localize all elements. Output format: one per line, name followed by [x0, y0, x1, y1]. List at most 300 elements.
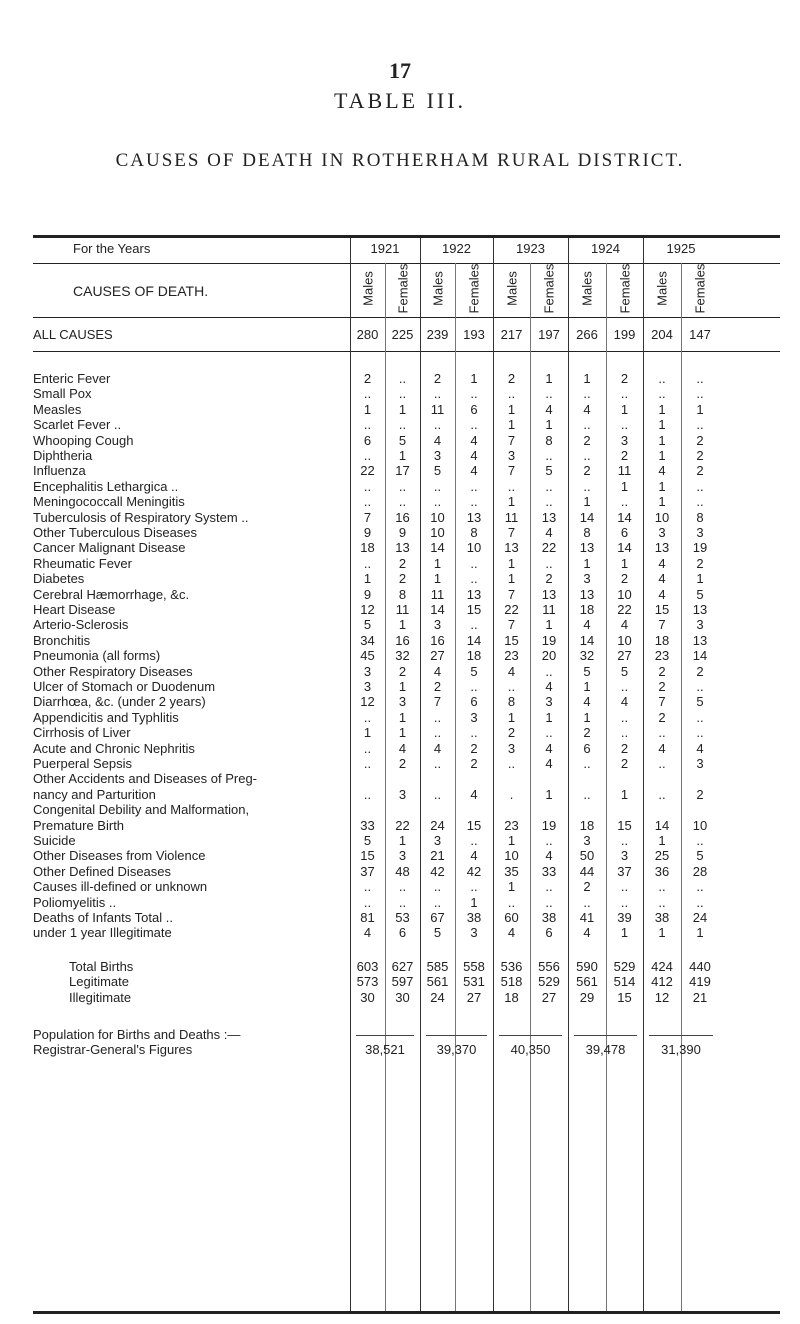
cause-value: ..	[398, 494, 407, 510]
cause-value: 1	[658, 448, 666, 463]
cause-value: ..	[696, 371, 704, 386]
cause-value: 6	[583, 740, 591, 756]
cause-value: 15	[360, 848, 375, 864]
cause-value: 22	[504, 602, 519, 617]
cause-value: 1	[507, 571, 516, 587]
cause-value: ..	[696, 494, 704, 510]
cause-value: 10	[430, 525, 445, 540]
cause-value: ..	[470, 833, 478, 848]
cause-label	[33, 895, 347, 911]
cause-value: 18	[360, 540, 375, 556]
cause-value: ..	[583, 786, 591, 802]
cause-label-text: Other Defined Diseases	[33, 863, 172, 879]
cause-value: 1	[583, 371, 591, 386]
births-value: 15	[617, 989, 632, 1005]
cause-value: 18	[466, 648, 482, 664]
cause-value: 3	[620, 848, 629, 864]
births-value: 573	[356, 974, 379, 990]
births-value: 18	[504, 989, 519, 1005]
cause-value: ..	[507, 679, 516, 694]
bottom-rule-thick	[33, 1311, 780, 1314]
cause-value: ..	[545, 833, 553, 848]
births-value: 597	[391, 974, 414, 990]
cause-label-cont	[33, 787, 347, 803]
cause-value: ..	[545, 494, 553, 510]
year-header: 1923	[516, 241, 545, 256]
cause-value: 2	[507, 725, 516, 741]
cause-label-text: Suicide	[33, 833, 76, 848]
cause-value: 60	[504, 910, 519, 925]
all-causes-value: 199	[613, 327, 636, 342]
cause-value: 1	[507, 401, 516, 417]
cause-value: 14	[430, 602, 445, 617]
cause-value: ..	[583, 386, 591, 402]
cause-label-text: Whooping Cough	[33, 432, 134, 448]
cause-value: ..	[470, 571, 478, 587]
cause-value: ..	[583, 448, 591, 463]
cause-value: 1	[620, 555, 629, 571]
cause-value: 8	[545, 432, 553, 448]
cause-value: ..	[470, 555, 478, 571]
cause-value: ..	[696, 879, 704, 895]
cause-value: 42	[466, 863, 482, 879]
cause-value: 3	[398, 694, 407, 710]
births-value: 558	[463, 958, 485, 974]
cause-value: 6	[470, 694, 478, 710]
cause-value: 4	[398, 740, 407, 756]
cause-value: 1	[620, 925, 629, 941]
males-column-header: Males	[504, 271, 519, 306]
cause-value: ..	[398, 386, 407, 402]
cause-value: 1	[658, 478, 666, 494]
cause-value: 2	[583, 879, 591, 895]
table-label: TABLE III.	[333, 88, 467, 113]
cause-value: 4	[470, 848, 478, 864]
cause-value: ..	[696, 894, 704, 910]
cause-value: 6	[363, 432, 372, 448]
cause-value: 38	[541, 910, 557, 925]
cause-value: 4	[470, 448, 478, 463]
all-causes-value: 204	[651, 327, 673, 342]
cause-value: 27	[617, 648, 632, 664]
cause-value: 24	[430, 817, 445, 833]
cause-label	[33, 402, 347, 418]
cause-value: 12	[360, 694, 375, 710]
cause-label	[33, 679, 347, 695]
cause-label	[33, 494, 347, 510]
cause-value: 2	[696, 663, 704, 679]
cause-value: ..	[583, 894, 591, 910]
cause-value: 3	[696, 617, 704, 633]
births-value: 627	[391, 958, 414, 974]
cause-label	[33, 864, 347, 880]
cause-value: 2	[696, 432, 704, 448]
year-header: 1921	[370, 241, 400, 256]
cause-label	[33, 833, 347, 849]
births-value: 412	[651, 974, 673, 990]
cause-value: 4	[470, 463, 478, 479]
births-label	[33, 974, 383, 990]
cause-value: 4	[545, 740, 553, 756]
cause-value: 1	[470, 371, 478, 386]
cause-value: 2	[696, 448, 704, 463]
cause-value: ..	[507, 894, 516, 910]
cause-value: 7	[658, 617, 666, 633]
cause-value: 28	[692, 863, 708, 879]
cause-value: 2	[470, 740, 478, 756]
cause-value: 10	[466, 540, 482, 556]
cause-value: 3	[363, 679, 372, 694]
cause-value: 27	[430, 648, 445, 664]
cause-value: 1	[583, 494, 591, 510]
cause-value: 22	[360, 463, 375, 479]
cause-value: 67	[430, 910, 445, 925]
cause-value: ..	[583, 417, 591, 433]
cause-value: ..	[398, 417, 407, 433]
cause-label-text: Other Tuberculous Diseases	[33, 525, 198, 540]
cause-value: ..	[583, 756, 591, 771]
cause-value: 4	[433, 663, 442, 679]
cause-value: ..	[433, 786, 442, 802]
cause-value: 5	[583, 663, 591, 679]
cause-label-cont	[33, 818, 347, 834]
cause-value: ..	[583, 478, 591, 494]
cause-value: 42	[430, 863, 445, 879]
cause-value: 13	[654, 540, 670, 556]
cause-value: 14	[654, 817, 670, 833]
cause-label	[33, 463, 347, 479]
cause-value: 1	[620, 401, 629, 417]
cause-value: ..	[433, 879, 442, 895]
cause-value: 6	[620, 525, 629, 540]
cause-value: ..	[470, 478, 478, 494]
cause-value: 1	[507, 709, 516, 725]
cause-value: ..	[470, 494, 478, 510]
cause-label-text: Deaths of Infants Total ..	[33, 910, 173, 925]
cause-value: 13	[541, 509, 557, 525]
cause-label-text: under 1 year Illegitimate	[33, 925, 172, 941]
cause-value: 34	[360, 632, 375, 648]
cause-label-text: Enteric Fever	[33, 371, 111, 386]
cause-label-text: Cirrhosis of Liver	[33, 725, 131, 741]
cause-value: 9	[363, 525, 372, 540]
cause-value: 2	[620, 571, 629, 587]
cause-value: 7	[507, 432, 516, 448]
cause-value: 3	[620, 432, 629, 448]
births-value: 12	[654, 989, 670, 1005]
all-causes-label	[33, 327, 347, 343]
cause-value: ..	[696, 833, 704, 848]
population-value: 38,521	[365, 1042, 405, 1058]
cause-value: ..	[470, 679, 478, 694]
population-value: 40,350	[510, 1042, 551, 1058]
cause-value: ..	[620, 833, 629, 848]
cause-label-text: Scarlet Fever ..	[33, 417, 122, 433]
population-value: 39,478	[585, 1042, 626, 1058]
cause-value: 2	[545, 571, 553, 587]
cause-label-text: Tuberculosis of Respiratory System ..	[33, 509, 249, 525]
males-column-header: Males	[430, 271, 445, 306]
cause-value: 19	[692, 540, 708, 556]
cause-value: 11	[504, 509, 519, 525]
cause-value: 2	[433, 371, 442, 386]
births-value: 29	[579, 989, 595, 1005]
cause-value: 18	[654, 632, 670, 648]
cause-value: 2	[398, 756, 407, 771]
cause-value: 10	[504, 848, 519, 864]
cause-value: 4	[545, 679, 553, 694]
cause-value: 22	[395, 817, 410, 833]
cause-value: 4	[583, 694, 591, 710]
cause-value: 4	[470, 432, 478, 448]
cause-value: ..	[433, 494, 442, 510]
population-value: 31,390	[661, 1042, 701, 1058]
cause-label	[33, 756, 347, 772]
population-brace	[574, 1035, 637, 1040]
cause-value: 4	[696, 740, 704, 756]
cause-label	[33, 879, 347, 895]
cause-label	[33, 386, 347, 402]
cause-value: 15	[466, 602, 482, 617]
cause-value: ..	[363, 740, 372, 756]
cause-value: 1	[398, 401, 407, 417]
cause-value: 8	[696, 509, 704, 525]
cause-label	[33, 925, 347, 941]
cause-value: ..	[658, 894, 666, 910]
cause-value: 14	[579, 632, 595, 648]
cause-value: 4	[433, 432, 442, 448]
cause-value: ..	[398, 879, 407, 895]
all-causes-value: 147	[689, 327, 711, 342]
cause-value: 4	[470, 786, 478, 802]
cause-label	[33, 710, 347, 726]
cause-value: 7	[363, 509, 372, 525]
all-causes-value: 217	[500, 327, 523, 342]
cause-value: 3	[507, 740, 516, 756]
cause-value: 4	[583, 925, 591, 941]
cause-value: 12	[360, 602, 375, 617]
cause-value: 22	[541, 540, 557, 556]
cause-label	[33, 510, 347, 526]
cause-value: ..	[433, 756, 442, 771]
births-value: 27	[466, 989, 482, 1005]
cause-value: 17	[395, 463, 410, 479]
births-value: 536	[500, 958, 523, 974]
cause-label	[33, 725, 347, 741]
cause-label	[33, 848, 347, 864]
cause-value: ..	[363, 894, 372, 910]
cause-value: 1	[363, 725, 372, 741]
all-causes-label-text: ALL CAUSES	[33, 327, 113, 342]
cause-label	[33, 910, 347, 926]
population-label-cont	[33, 1042, 347, 1058]
cause-label-text: Cancer Malignant Disease	[33, 540, 186, 556]
births-value: 561	[576, 974, 598, 990]
cause-value: 36	[654, 863, 670, 879]
cause-value: 1	[433, 571, 442, 587]
cause-value: 13	[466, 586, 482, 602]
cause-value: 13	[466, 509, 482, 525]
cause-value: 32	[395, 648, 410, 664]
cause-value: 24	[692, 910, 708, 925]
cause-value: ..	[696, 725, 704, 741]
all-causes-value: 225	[391, 327, 414, 342]
cause-value: 2	[398, 555, 407, 571]
births-value: 585	[426, 958, 449, 974]
cause-label-text: Encephalitis Lethargica ..	[33, 478, 179, 494]
cause-value: ..	[507, 478, 516, 494]
cause-value: ..	[620, 725, 629, 741]
cause-value: 2	[583, 463, 591, 479]
births-value: 424	[651, 958, 673, 974]
cause-value: 6	[545, 925, 553, 941]
cause-value: ..	[470, 879, 478, 895]
females-column-header: Females	[692, 263, 708, 314]
cause-value: 3	[696, 756, 704, 771]
population-label	[33, 1027, 347, 1043]
cause-label	[33, 587, 347, 603]
cause-value: 1	[433, 555, 442, 571]
cause-label	[33, 771, 347, 787]
cause-value: 4	[363, 925, 372, 941]
population-brace	[649, 1035, 713, 1040]
cause-value: 4	[658, 586, 666, 602]
cause-value: 18	[579, 602, 595, 617]
all-causes-value: 266	[576, 327, 598, 342]
cause-value: 1	[545, 786, 553, 802]
births-value: 440	[689, 958, 711, 974]
cause-value: 13	[395, 540, 410, 556]
cause-value: 5	[696, 694, 704, 710]
cause-value: 41	[579, 910, 595, 925]
cause-value: 1	[696, 925, 704, 941]
cause-value: 10	[430, 509, 445, 525]
cause-label-text: Other Diseases from Violence	[33, 848, 206, 864]
cause-value: ..	[545, 725, 553, 741]
cause-value: 13	[692, 602, 708, 617]
cause-value: 6	[398, 925, 407, 941]
cause-value: ..	[620, 709, 629, 725]
cause-label-text: Measles	[33, 401, 82, 417]
cause-value: 53	[395, 910, 410, 925]
cause-value: 3	[398, 786, 407, 802]
cause-value: 33	[360, 817, 375, 833]
cause-value: 4	[545, 525, 553, 540]
cause-value: 3	[545, 694, 553, 710]
cause-value: 5	[363, 833, 372, 848]
cause-value: 7	[433, 694, 442, 710]
cause-value: 1	[470, 894, 478, 910]
cause-label	[33, 741, 347, 757]
cause-value: 5	[363, 617, 372, 633]
cause-value: ..	[363, 448, 372, 463]
cause-value: 1	[363, 401, 372, 417]
cause-value: 7	[507, 525, 516, 540]
cause-value: 13	[579, 540, 595, 556]
cause-value: 10	[617, 632, 632, 648]
cause-label-text: Diarrhœa, &c. (under 2 years)	[33, 694, 206, 710]
cause-value: ..	[363, 478, 372, 494]
cause-value: 10	[692, 817, 708, 833]
cause-value: ..	[470, 617, 478, 633]
cause-value: 23	[504, 648, 519, 664]
cause-value: ..	[470, 725, 478, 741]
cause-label-text: Congenital Debility and Malformation,	[33, 802, 250, 818]
cause-value: 3	[433, 448, 442, 463]
cause-value: 21	[430, 848, 445, 864]
cause-value: 2	[620, 756, 629, 771]
cause-value: 7	[658, 694, 666, 710]
all-causes-value: 197	[538, 327, 560, 342]
cause-value: 19	[541, 817, 557, 833]
births-value: 419	[689, 974, 711, 990]
cause-value: 2	[696, 555, 704, 571]
cause-value: 7	[507, 617, 516, 633]
cause-value: ..	[363, 879, 372, 895]
cause-value: 1	[583, 555, 591, 571]
cause-value: 10	[617, 586, 632, 602]
births-value: 30	[360, 989, 375, 1005]
cause-value: 13	[692, 632, 708, 648]
cause-label	[33, 417, 347, 433]
cause-label	[33, 525, 347, 541]
cause-value: ..	[398, 371, 407, 386]
cause-value: 5	[620, 663, 629, 679]
cause-value: 11	[430, 586, 445, 602]
cause-value: 2	[696, 786, 704, 802]
cause-value: ..	[696, 417, 704, 433]
causes-of-death-table	[33, 235, 780, 1315]
cause-label-text: Diabetes	[33, 571, 85, 587]
cause-value: 32	[579, 648, 595, 664]
cause-value: 23	[654, 648, 670, 664]
births-label-text: Illegitimate	[69, 989, 132, 1005]
cause-value: 5	[433, 925, 442, 941]
cause-value: 5	[470, 663, 478, 679]
cause-value: 3	[398, 848, 407, 864]
cause-value: 15	[617, 817, 632, 833]
cause-value: 2	[398, 571, 407, 587]
cause-value: 2	[363, 371, 372, 386]
cause-value: ..	[545, 478, 553, 494]
cause-value: 11	[542, 602, 556, 617]
cause-value: ..	[363, 756, 372, 771]
cause-value: ..	[507, 756, 516, 771]
cause-value: 81	[360, 910, 375, 925]
cause-value: ..	[658, 386, 666, 402]
cause-value: 8	[470, 525, 478, 540]
cause-value: 1	[398, 833, 407, 848]
population-value: 39,370	[436, 1042, 477, 1058]
cause-value: ..	[620, 679, 629, 694]
cause-value: 10	[654, 509, 670, 525]
cause-value: 2	[620, 371, 629, 386]
causes-header-label: CAUSES OF DEATH.	[73, 283, 209, 299]
cause-value: 14	[430, 540, 445, 556]
cause-label-text: Heart Disease	[33, 602, 116, 617]
cause-value: 14	[617, 540, 632, 556]
cause-value: 1	[658, 401, 666, 417]
cause-value: 3	[470, 925, 478, 941]
cause-value: 2	[658, 709, 666, 725]
cause-value: 38	[466, 910, 482, 925]
cause-value: ..	[658, 371, 666, 386]
cause-value: 20	[541, 648, 557, 664]
cause-label	[33, 556, 347, 572]
cause-label-text: Meningococcall Meningitis	[33, 494, 185, 510]
cause-value: 16	[430, 632, 445, 648]
cause-value: 1	[620, 478, 629, 494]
